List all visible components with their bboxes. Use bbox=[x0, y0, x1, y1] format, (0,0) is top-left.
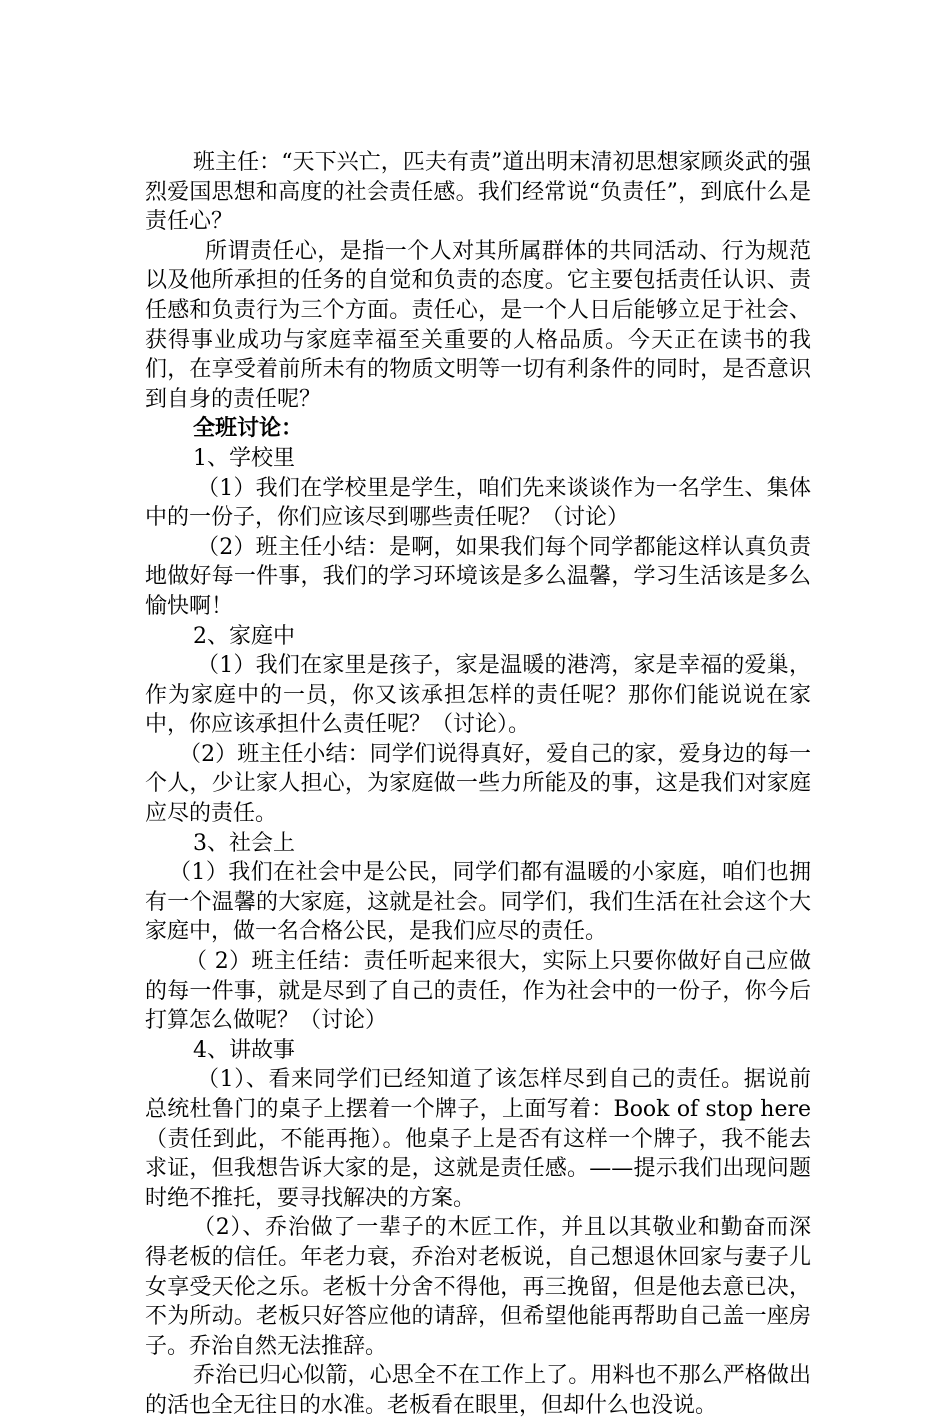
story-item-1: （1）、看来同学们已经知道了该怎样尽到自己的责任。据说前总统杜鲁门的桌子上摆着一个牌子，上面写着：Book of stop here（责任到此，不能再拖）。他桌子上是否有这样一个牌子，我不能去求证，但我想告诉大家的是，这就是责任感。——提示我们出现问题时绝不推托，要寻找解决的方案。 bbox=[145, 1067, 811, 1211]
document-body bbox=[145, 148, 811, 1421]
story-continuation: 乔治已归心似箭，心思全不在工作上了。用料也不那么严格做出的活也全无往日的水准。老板看在眼里，但却什么也没说。 bbox=[145, 1363, 811, 1418]
section-family-heading: 2、家庭中 bbox=[193, 623, 295, 649]
section-school-heading: 1、学校里 bbox=[193, 445, 295, 471]
school-item-1: （1）我们在学校里是学生，咱们先来谈谈作为一名学生、集体中的一份子，你们应该尽到哪些责任呢？（讨论） bbox=[145, 475, 811, 531]
family-item-2: （2）班主任小结：同学们说得真好，爱自己的家，爱身边的每一个人，少让家人担心，为家庭做一些力所能及的事，这是我们对家庭应尽的责任。 bbox=[145, 741, 811, 827]
school-item-2: （2）班主任小结：是啊，如果我们每个同学都能这样认真负责地做好每一件事，我们的学习环境该是多么温馨，学习生活该是多么愉快啊！ bbox=[145, 534, 811, 619]
story-item-2: （2）、乔治做了一辈子的木匠工作，并且以其敬业和勤奋而深得老板的信任。年老力衰，乔治对老板说，自己想退休回家与妻子儿女享受天伦之乐。老板十分舍不得他，再三挽留，但是他去意已决，不为所动。老板只好答应他的请辞，但希望他能再帮助自己盖一座房子。乔治自然无法推辞。 bbox=[145, 1215, 811, 1359]
society-item-1: （1）我们在社会中是公民，同学们都有温暖的小家庭，咱们也拥有一个温馨的大家庭，这就是社会。同学们，我们生活在社会这个大家庭中，做一名合格公民，是我们应尽的责任。 bbox=[145, 860, 811, 945]
section-story-heading: 4、讲故事 bbox=[193, 1037, 295, 1063]
family-item-1: （1）我们在家里是孩子，家是温暖的港湾，家是幸福的爱巢，作为家庭中的一员，你又该承担怎样的责任呢？那你们能说说在家中，你应该承担什么责任呢？（讨论）。 bbox=[145, 653, 811, 738]
section-society-heading: 3、社会上 bbox=[193, 830, 295, 856]
society-item-2: （ 2）班主任结：责任听起来很大，实际上只要你做好自己应做的每一件事，就是尽到了自己的责任，作为社会中的一份子，你今后打算怎么做呢？（讨论） bbox=[145, 949, 811, 1034]
discussion-heading: 全班讨论： bbox=[193, 415, 304, 442]
definition-paragraph: 所谓责任心，是指一个人对其所属群体的共同活动、行为规范以及他所承担的任务的自觉和负责的态度。它主要包括责任认识、责任感和负责行为三个方面。责任心，是一个人日后能够立足于社会、获得事业成功与家庭幸福至关重要的人格品质。今天正在读书的我们，在享受着前所未有的物质文明等一切有利条件的同时，是否意识到自身的责任呢？ bbox=[145, 238, 811, 412]
intro-paragraph: 班主任：“天下兴亡，匹夫有责”道出明末清初思想家顾炎武的强烈爱国思想和高度的社会责任感。我们经常说“负责任”，到底什么是责任心？ bbox=[145, 150, 811, 235]
